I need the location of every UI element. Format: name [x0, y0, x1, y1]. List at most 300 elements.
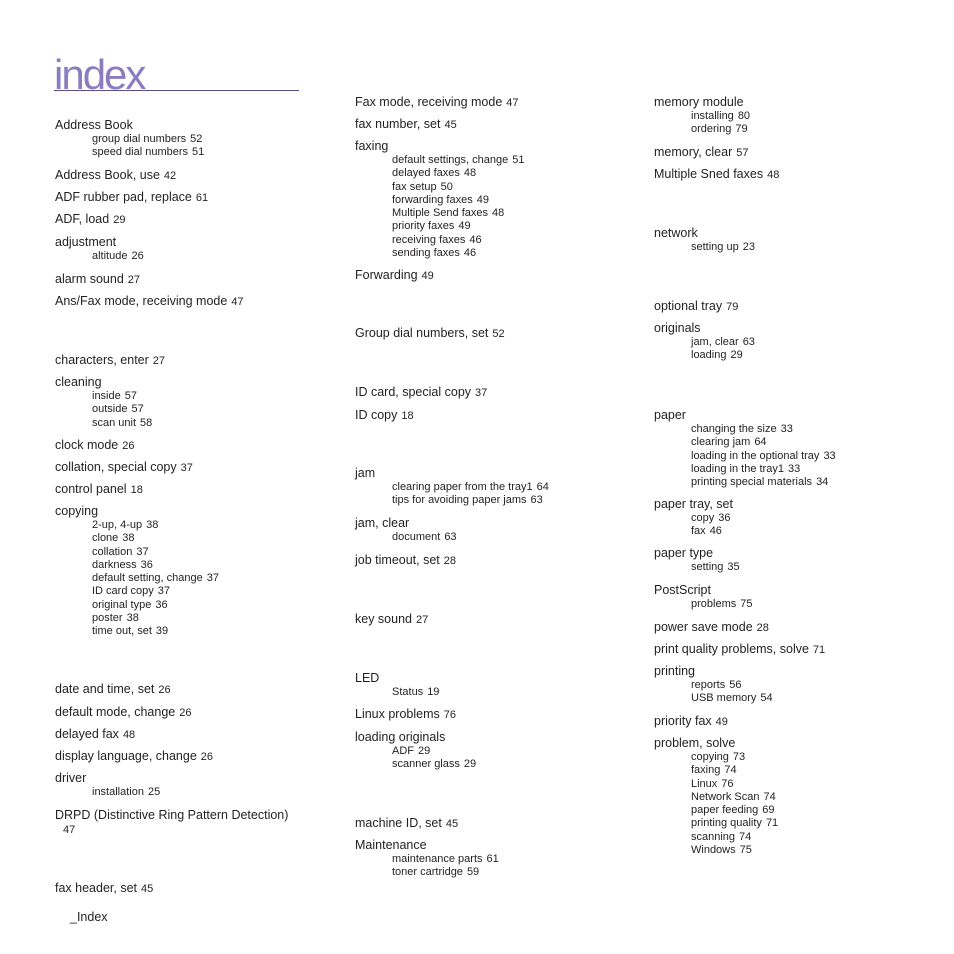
index-subterm: collation [92, 545, 133, 558]
index-term-text: copying [55, 504, 99, 518]
index-term [55, 460, 345, 476]
page-number: 39 [155, 625, 169, 638]
index-subentries [355, 745, 645, 772]
page-number: 36 [140, 558, 153, 571]
page-number: 80 [737, 110, 751, 122]
index-term-text: control panel [55, 482, 127, 496]
index-title [54, 50, 299, 98]
page-number: 37 [206, 572, 219, 585]
index-term-text: optional tray [654, 299, 723, 313]
index-term-text: Linux problems [355, 707, 440, 721]
index-term [55, 118, 345, 133]
index-subentry [691, 804, 944, 817]
page-number: 57 [124, 390, 137, 402]
index-term-text: ID copy [355, 408, 398, 422]
index-term [355, 326, 645, 342]
index-entry [55, 771, 345, 799]
index-entry [654, 736, 944, 857]
index-subterm: document [392, 531, 441, 543]
index-subentry [691, 110, 944, 123]
page-number: 26 [122, 440, 135, 452]
page-number: 63 [530, 494, 543, 507]
page-number: 37 [157, 585, 170, 598]
index-subentries [355, 481, 645, 508]
index-subterm: ordering [691, 123, 732, 136]
index-term [55, 808, 345, 823]
index-subterm: sending faxes [392, 247, 460, 260]
index-subentry [392, 181, 645, 194]
index-term-text: originals [654, 321, 701, 335]
index-term-text: paper type [654, 546, 714, 560]
index-subentry [691, 450, 944, 463]
page-number: 61 [195, 192, 209, 204]
index-subentry [92, 519, 345, 532]
index-subterm: maintenance parts [392, 853, 483, 865]
index-subentry [691, 778, 944, 791]
index-term-text: display language, change [55, 749, 197, 763]
page-number: 33 [787, 462, 801, 475]
index-term-text: adjustment [55, 235, 117, 249]
page-number: 47 [506, 97, 519, 109]
index-term-text: DRPD (Distinctive Ring Pattern Detection) [55, 808, 289, 822]
index-subentries [654, 598, 944, 611]
index-subentry [691, 751, 944, 764]
index-term [355, 838, 645, 853]
page-number: 37 [180, 462, 193, 474]
index-subterm: faxing [691, 764, 721, 777]
index-subterm: Network Scan [691, 790, 760, 803]
index-subterm: priority faxes [392, 220, 455, 233]
index-term [654, 299, 944, 315]
index-subentry [392, 207, 645, 220]
index-subentry [691, 336, 944, 349]
index-term [355, 117, 645, 133]
index-term-text: loading originals [355, 730, 446, 744]
page-footer: _Index [70, 910, 108, 924]
page-number: 69 [762, 804, 775, 817]
page-number: 49 [421, 270, 434, 282]
page-number: 48 [463, 167, 477, 180]
index-term-text: jam, clear [355, 516, 410, 530]
index-entry [55, 749, 345, 765]
index-subentry [92, 572, 345, 585]
page-number: 47 [231, 296, 244, 308]
index-subterm: Linux [691, 777, 718, 790]
page-number: 26 [179, 707, 192, 719]
index-subterm: installation [92, 786, 144, 798]
index-subentries [55, 133, 345, 160]
page-number: 56 [729, 679, 742, 691]
page-number: 63 [742, 336, 755, 348]
page-number: 46 [469, 233, 482, 246]
index-entry [55, 460, 345, 476]
index-term [55, 353, 345, 369]
index-subterm: outside [92, 403, 128, 416]
page-number: 37 [136, 545, 149, 558]
index-entry [355, 408, 645, 424]
index-subentry [392, 745, 645, 758]
index-term-text: fax number, set [355, 117, 441, 131]
index-subterm: clearing jam [691, 436, 751, 449]
index-term [355, 730, 645, 745]
index-term [55, 438, 345, 454]
index-subterm: scan unit [92, 416, 137, 429]
page-number: 64 [754, 436, 767, 449]
index-entry [355, 816, 645, 832]
index-subentries [654, 512, 944, 539]
index-entry [55, 375, 345, 430]
index-term [654, 497, 944, 512]
page-number: 45 [444, 119, 457, 131]
index-term [55, 190, 345, 206]
index-subterm: ID card copy [92, 585, 154, 598]
index-subterm: default setting, change [92, 572, 203, 585]
index-subterm: copy [691, 512, 715, 524]
index-subterm: loading in the tray1 [691, 462, 784, 475]
index-subterm: ADF [392, 745, 414, 757]
index-subentry [691, 844, 944, 857]
index-term [654, 226, 944, 241]
index-subentries [355, 154, 645, 260]
index-term-text: clock mode [55, 438, 119, 452]
index-entry [654, 299, 944, 315]
index-subentry [691, 463, 944, 476]
page-number: 46 [709, 525, 722, 538]
index-subentries [355, 853, 645, 880]
page-number: 49 [476, 193, 489, 206]
index-subterm: changing the size [691, 423, 777, 435]
index-subentry [691, 598, 944, 611]
index-subentry [392, 154, 645, 167]
index-subentry [392, 866, 645, 879]
page-number: 63 [444, 531, 457, 543]
index-term-text: Maintenance [355, 838, 427, 852]
index-entry [55, 504, 345, 639]
index-term-text: power save mode [654, 620, 753, 634]
index-subterm: Status [392, 686, 424, 698]
page-number: 48 [767, 169, 780, 181]
index-subentry [691, 476, 944, 489]
page-number: 33 [780, 423, 793, 435]
index-subterm: scanner glass [392, 758, 460, 771]
index-term-text: Address Book [55, 118, 133, 132]
page-number: 75 [739, 844, 752, 857]
index-term-text: LED [355, 671, 380, 685]
index-subterm: paper feeding [691, 804, 759, 817]
index-subentry [92, 612, 345, 625]
index-subterm: darkness [92, 558, 137, 571]
index-subterm: installing [691, 110, 734, 122]
page-number: 36 [155, 598, 168, 611]
index-term-text: Address Book, use [55, 168, 160, 182]
index-subterm: clone [92, 532, 119, 545]
index-term-text: Fax mode, receiving mode [355, 95, 503, 109]
index-term [355, 466, 645, 481]
index-term [355, 516, 645, 531]
index-entry [654, 497, 944, 539]
page-number: 18 [401, 410, 414, 422]
index-entry [55, 682, 345, 698]
index-subentry [92, 599, 345, 612]
index-entry [55, 482, 345, 498]
page-number: 52 [492, 328, 505, 340]
index-term-text: paper [654, 408, 686, 422]
index-subentries [654, 336, 944, 363]
index-subentry [392, 686, 645, 699]
page-number: 79 [726, 301, 739, 313]
index-entry [654, 664, 944, 706]
index-term [55, 235, 345, 250]
index-subentry [92, 417, 345, 430]
index-subterm: receiving faxes [392, 233, 466, 246]
index-entry [355, 268, 645, 284]
index-term-text: Forwarding [355, 268, 418, 282]
index-term [55, 212, 345, 228]
index-term-text: machine ID, set [355, 816, 442, 830]
page-number: 38 [126, 612, 139, 625]
index-subterm: fax setup [392, 180, 437, 193]
page-number: 27 [152, 355, 166, 367]
index-subterm: Windows [691, 844, 736, 857]
index-entry [654, 408, 944, 489]
index-term [654, 167, 944, 183]
index-subterm: loading in the optional tray [691, 449, 820, 462]
index-term [654, 736, 944, 751]
index-term [355, 707, 645, 723]
page-number: 74 [763, 790, 776, 803]
page-number: 51 [512, 154, 525, 166]
index-subterm: altitude [92, 250, 128, 262]
index-subentries [55, 519, 345, 639]
page-number: 45 [141, 883, 154, 895]
index-subentries [654, 241, 944, 254]
index-subentry [691, 692, 944, 705]
index-term [654, 583, 944, 598]
index-term [355, 139, 645, 154]
index-entry [654, 226, 944, 254]
page-number: 38 [146, 519, 159, 531]
page-number: 34 [816, 476, 829, 489]
index-subentry [92, 546, 345, 559]
page-number: 36 [718, 512, 731, 524]
index-subterm: printing quality [691, 817, 762, 830]
index-entry [355, 671, 645, 699]
index-subentry [691, 791, 944, 804]
page-number: 47 [63, 824, 76, 836]
page-number: 38 [122, 532, 135, 545]
index-entry [55, 881, 345, 897]
index-term [55, 504, 345, 519]
index-term [654, 95, 944, 110]
index-subterm: group dial numbers [92, 133, 187, 145]
index-subentry [92, 133, 345, 146]
index-term-text: network [654, 226, 698, 240]
index-term [355, 612, 645, 628]
index-subterm: printing special materials [691, 476, 813, 489]
index-subterm: toner cartridge [392, 866, 463, 879]
index-term [355, 816, 645, 832]
index-title-text: index [54, 51, 145, 98]
page-number: 74 [739, 830, 752, 843]
page-number: 76 [443, 709, 457, 721]
page-number: 27 [127, 274, 141, 286]
index-entry [654, 546, 944, 574]
index-subentry [691, 561, 944, 574]
index-subentry [691, 241, 944, 254]
page-number: 42 [163, 170, 177, 182]
index-term-text: collation, special copy [55, 460, 177, 474]
index-subentry [691, 423, 944, 436]
index-subentry [691, 831, 944, 844]
index-entry [654, 583, 944, 611]
index-subentry [392, 247, 645, 260]
index-term-text: cleaning [55, 375, 102, 389]
index-term-text: delayed fax [55, 727, 119, 741]
index-subterm: setting up [691, 241, 739, 253]
page-number: 29 [418, 745, 431, 757]
index-subterm: reports [691, 679, 726, 691]
index-term-text: jam [355, 466, 376, 480]
index-subentries [55, 390, 345, 430]
page-number: 49 [458, 220, 471, 233]
page-number: 26 [200, 751, 214, 763]
page-number: 18 [130, 484, 143, 496]
index-term-text: default mode, change [55, 705, 176, 719]
index-term [55, 881, 345, 897]
index-entry [55, 190, 345, 206]
index-subterm: fax [691, 525, 706, 538]
page-number: 59 [466, 866, 480, 879]
index-term-text: memory, clear [654, 145, 733, 159]
index-subterm: setting [691, 561, 724, 573]
index-term [654, 714, 944, 730]
index-subterm: 2-up, 4-up [92, 519, 143, 531]
index-term [355, 671, 645, 686]
index-subterm: poster [92, 612, 123, 625]
index-term [355, 385, 645, 401]
index-subentry [92, 585, 345, 598]
index-term [654, 145, 944, 161]
index-entry [355, 117, 645, 133]
index-subentry [691, 764, 944, 777]
index-subentry [392, 167, 645, 180]
index-subentries [355, 531, 645, 544]
index-entry [355, 707, 645, 723]
page-number: 29 [113, 214, 126, 226]
index-subentry [92, 403, 345, 416]
page-number: 49 [715, 716, 728, 728]
index-entry [55, 212, 345, 228]
index-entry [55, 168, 345, 184]
index-subentries [55, 786, 345, 799]
page-number: 37 [475, 387, 488, 399]
index-subentry [392, 494, 645, 507]
page-number: 61 [486, 853, 499, 865]
page-number: 23 [742, 241, 755, 253]
index-term-text: memory module [654, 95, 744, 109]
index-entry [355, 612, 645, 628]
index-subentry [392, 194, 645, 207]
index-subentry [92, 390, 345, 403]
index-subentries [355, 686, 645, 699]
index-subentries [654, 561, 944, 574]
index-term [355, 268, 645, 284]
index-entry [654, 95, 944, 137]
index-subterm: inside [92, 390, 121, 402]
index-term [55, 375, 345, 390]
index-subentry [392, 531, 645, 544]
page-number: 57 [736, 147, 749, 159]
index-subentry [691, 525, 944, 538]
index-subentry [392, 234, 645, 247]
index-term [55, 168, 345, 184]
index-term-text: job timeout, set [355, 553, 440, 567]
index-term [55, 727, 345, 743]
index-term-text: Multiple Sned faxes [654, 167, 764, 181]
index-entry [355, 730, 645, 772]
page-number: 50 [440, 180, 453, 193]
index-term-text: fax header, set [55, 881, 138, 895]
page-number: 33 [823, 449, 836, 462]
index-subterm: speed dial numbers [92, 146, 189, 159]
index-entry [654, 167, 944, 183]
index-entry [654, 642, 944, 658]
page-number: 19 [427, 686, 440, 698]
index-term-text: faxing [355, 139, 389, 153]
index-subterm: copying [691, 751, 729, 763]
index-term-text: ID card, special copy [355, 385, 472, 399]
index-subterm: USB memory [691, 692, 757, 705]
index-term-text: key sound [355, 612, 412, 626]
index-subentry [392, 481, 645, 494]
index-entry [55, 235, 345, 263]
index-term-text: print quality problems, solve [654, 642, 809, 656]
index-subterm: scanning [691, 830, 736, 843]
index-term [55, 749, 345, 765]
index-subentry [92, 146, 345, 159]
index-entry [55, 808, 345, 838]
index-entry [55, 727, 345, 743]
index-entry [355, 95, 645, 111]
page-number: 35 [727, 561, 740, 573]
index-term [355, 408, 645, 424]
index-term-text: PostScript [654, 583, 711, 597]
page-number: 73 [732, 751, 746, 763]
index-term-text: ADF rubber pad, replace [55, 190, 192, 204]
index-term-text: paper tray, set [654, 497, 733, 511]
index-term [55, 294, 345, 310]
index-subentry [691, 512, 944, 525]
index-entry [654, 714, 944, 730]
index-entry [355, 466, 645, 508]
index-term-text: driver [55, 771, 87, 785]
page-number: 45 [445, 818, 459, 830]
index-subentry [691, 349, 944, 362]
index-term [654, 408, 944, 423]
index-term-text: problem, solve [654, 736, 736, 750]
page-number: 71 [812, 644, 826, 656]
page-number: 46 [463, 247, 477, 260]
page-number: 54 [760, 692, 773, 705]
index-entry [355, 838, 645, 880]
page-number: 25 [147, 786, 161, 798]
index-entry [355, 139, 645, 260]
index-entry [654, 620, 944, 636]
page-number: 28 [756, 622, 769, 634]
page-number: 26 [131, 250, 144, 262]
page-number: 28 [443, 555, 457, 567]
index-subentries [55, 250, 345, 263]
